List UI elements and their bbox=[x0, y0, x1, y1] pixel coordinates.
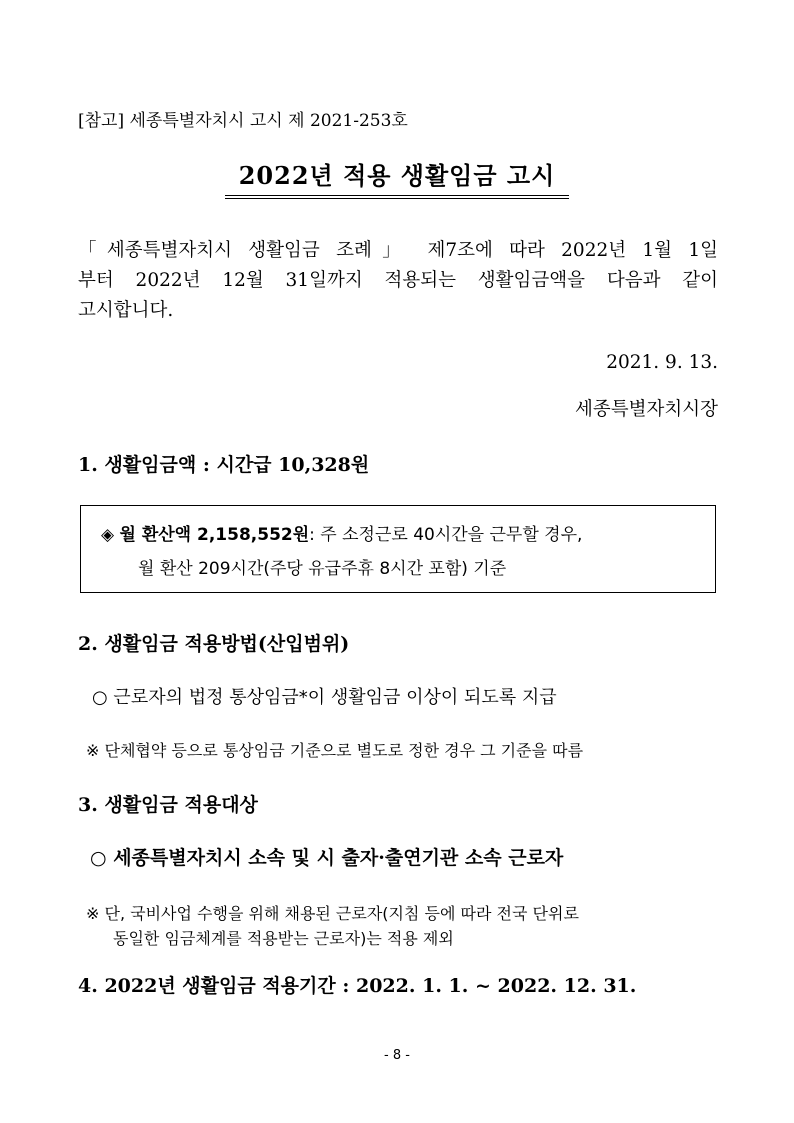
diamond-bullet-icon: ◈ bbox=[101, 525, 115, 545]
section-3-note-line-1: ※ 단, 국비사업 수행을 위해 채용된 근로자(지침 등에 따라 전국 단위로 bbox=[86, 904, 579, 923]
section-3-item: ○ 세종특별자치시 소속 및 시 출자·출연기관 소속 근로자 bbox=[90, 847, 564, 869]
notice-date: 2021. 9. 13. bbox=[606, 352, 718, 373]
monthly-conversion-box bbox=[80, 505, 716, 593]
monthly-amount: 월 환산액 2,158,552원 bbox=[119, 525, 310, 545]
box-line-2: 월 환산 209시간(주당 유급주휴 8시간 포함) 기준 bbox=[138, 559, 507, 579]
box-line-1 bbox=[101, 520, 582, 545]
reference-notice-number: [참고] 세종특별자치시 고시 제 2021-253호 bbox=[78, 111, 408, 131]
page-title: 2022년 적용 생활임금 고시 bbox=[225, 156, 570, 199]
intro-line-2: 부터 2022년 12월 31일까지 적용되는 생활임금액을 다음과 같이 bbox=[78, 270, 718, 291]
section-2-note: ※ 단체협약 등으로 통상임금 기준으로 별도로 정한 경우 그 기준을 따름 bbox=[86, 741, 584, 760]
box-line-1-rest: : 주 소정근로 40시간을 근무할 경우, bbox=[309, 525, 583, 545]
section-2-item: ○ 근로자의 법정 통상임금*이 생활임금 이상이 되도록 지급 bbox=[92, 687, 557, 708]
intro-paragraph bbox=[78, 236, 718, 326]
intro-line-3: 고시합니다. bbox=[78, 300, 174, 321]
title-container bbox=[0, 156, 794, 199]
section-4-heading: 4. 2022년 생활임금 적용기간 : 2022. 1. 1. ~ 2022. 12. 31. bbox=[78, 975, 637, 997]
section-1-heading: 1. 생활임금액 : 시간급 10,328원 bbox=[78, 454, 370, 476]
section-3-heading: 3. 생활임금 적용대상 bbox=[78, 794, 258, 816]
page-number: - 8 - bbox=[384, 1048, 410, 1063]
issuer-name: 세종특별자치시장 bbox=[575, 399, 718, 420]
intro-line-1: 「세종특별자치시 생활임금 조례」 제7조에 따라 2022년 1월 1일 bbox=[78, 240, 718, 261]
section-2-heading: 2. 생활임금 적용방법(산입범위) bbox=[78, 633, 350, 655]
section-3-note-line-2: 동일한 임금체계를 적용받는 근로자)는 적용 제외 bbox=[113, 929, 454, 948]
